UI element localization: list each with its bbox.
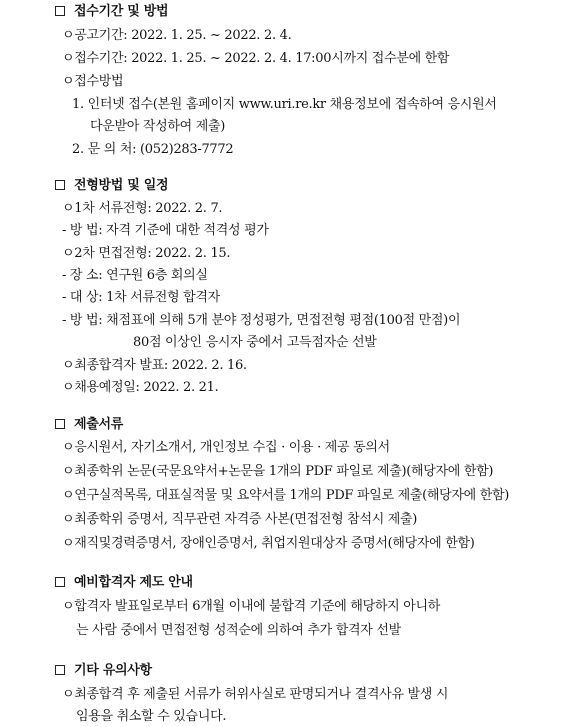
info-line: ㅇ최종합격 후 제출된 서류가 허위사실로 판명되거나 결격사유 발생 시: [62, 687, 449, 702]
info-line: ㅇ연구실적목록, 대표실적물 및 요약서를 1개의 PDF 파일로 제출(해당자에 한함): [62, 488, 510, 503]
checkbox-square-icon: [55, 665, 65, 675]
section-heading: [55, 416, 123, 434]
info-line: ㅇ접수기간: 2022. 1. 25. ~ 2022. 2. 4. 17:00시까지 접수분에 한함: [62, 51, 450, 66]
info-line: 1. 인터넷 접수(본원 홈페이지 www.uri.re.kr 채용정보에 접속하여 응시원서: [72, 97, 497, 112]
info-line: ㅇ재직및경력증명서, 장애인증명서, 취업지원대상자 증명서(해당자에 한함): [62, 536, 475, 551]
info-line: 는 사람 중에서 면접전형 성적순에 의하여 추가 합격자 선발: [76, 623, 401, 638]
info-line: ㅇ응시원서, 자기소개서, 개인정보 수집 · 이용 · 제공 동의서: [62, 440, 390, 455]
info-line: - 방 법: 자격 기준에 대한 적격성 평가: [62, 223, 269, 238]
section-heading: [55, 574, 193, 592]
section-heading: [55, 662, 152, 680]
info-line: ㅇ채용예정일: 2022. 2. 21.: [62, 380, 219, 395]
checkbox-square-icon: [55, 180, 65, 190]
section-heading: [55, 177, 168, 195]
info-line: - 대 상: 1차 서류전형 합격자: [62, 290, 220, 305]
section-title: 제출서류: [74, 417, 124, 432]
info-line: ㅇ최종학위 논문(국문요약서+논문을 1개의 PDF 파일로 제출)(해당자에 한함): [62, 464, 494, 479]
info-line: 다운받아 작성하여 제출): [90, 119, 226, 134]
section-title: 예비합격자 제도 안내: [74, 575, 193, 590]
info-line: ㅇ접수방법: [62, 74, 124, 89]
section-title: 전형방법 및 일정: [74, 178, 169, 193]
info-line: ㅇ최종학위 증명서, 직무관련 자격증 사본(면접전형 참석시 제출): [62, 512, 418, 527]
info-line: ㅇ1차 서류전형: 2022. 2. 7.: [62, 201, 223, 216]
info-line: 임용을 취소할 수 있습니다.: [76, 709, 227, 724]
info-line: 2. 문 의 처: (052)283-7772: [72, 142, 234, 157]
checkbox-square-icon: [55, 419, 65, 429]
info-line: - 장 소: 연구원 6층 회의실: [62, 268, 208, 283]
info-line: ㅇ합격자 발표일로부터 6개월 이내에 불합격 기준에 해당하지 아니하: [62, 599, 441, 614]
section-title: 기타 유의사항: [74, 663, 152, 678]
info-line: - 방 법: 채점표에 의해 5개 분야 정성평가, 면접전형 평점(100점 만점)이: [62, 313, 461, 328]
section-heading: [55, 3, 168, 21]
checkbox-square-icon: [55, 6, 65, 16]
section-title: 접수기간 및 방법: [74, 4, 169, 19]
checkbox-square-icon: [55, 577, 65, 587]
info-line: ㅇ최종합격자 발표: 2022. 2. 16.: [62, 358, 247, 373]
info-line: ㅇ2차 면접전형: 2022. 2. 15.: [62, 246, 231, 261]
info-line: ㅇ공고기간: 2022. 1. 25. ~ 2022. 2. 4.: [62, 28, 292, 43]
info-line: 80점 이상인 응시자 중에서 고득점자순 선발: [133, 335, 377, 350]
